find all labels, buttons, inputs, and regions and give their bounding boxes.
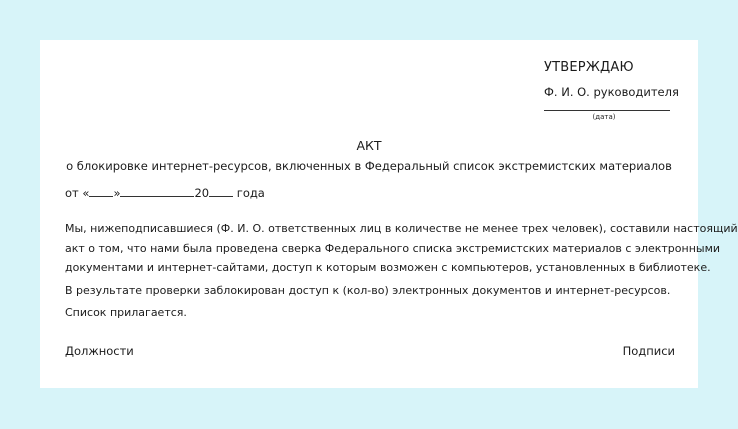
- date-quote-close: »: [113, 186, 121, 200]
- approval-block: [544, 60, 679, 122]
- paragraph-1-line-2: акт о том, что нами была проведена сверка Федерального списка экстремистских материалов с электронными: [65, 241, 721, 255]
- paragraph-2: В результате проверки заблокирован доступ к (кол-во) электронных документов и интернет-ресурсов.: [65, 283, 671, 297]
- approval-title: УТВЕРЖДАЮ: [544, 60, 634, 75]
- signatures-label: Подписи: [622, 344, 675, 358]
- approval-name: Ф. И. О. руководителя: [544, 85, 679, 99]
- document-sheet: [40, 40, 738, 388]
- approval-signature-line: [544, 110, 670, 111]
- document-title: АКТ: [356, 138, 382, 153]
- document-subtitle: о блокировке интернет-ресурсов, включенных в Федеральный список экстремистских материалов: [66, 159, 672, 173]
- year-blank: [209, 184, 233, 197]
- day-blank: [89, 184, 113, 197]
- paragraph-1-line-3: документами и интернет-сайтами, доступ к которым возможен с компьютеров, установленных в библиотеке.: [65, 261, 711, 274]
- positions-label: Должности: [65, 344, 134, 358]
- date-suffix: года: [233, 186, 265, 200]
- date-prefix: от «: [65, 186, 90, 200]
- document-date-line: [65, 184, 265, 201]
- document-body: [65, 219, 738, 323]
- paragraph-3: Список прилагается.: [65, 306, 187, 319]
- paragraph-1: [65, 219, 738, 278]
- approval-date-caption: (дата): [592, 113, 616, 121]
- month-blank: [120, 184, 194, 197]
- paragraph-1-line-1: Мы, нижеподписавшиеся (Ф. И. О. ответственных лиц в количестве не менее трех человек), составили настоящий: [65, 222, 738, 235]
- year-prefix: 20: [194, 186, 210, 200]
